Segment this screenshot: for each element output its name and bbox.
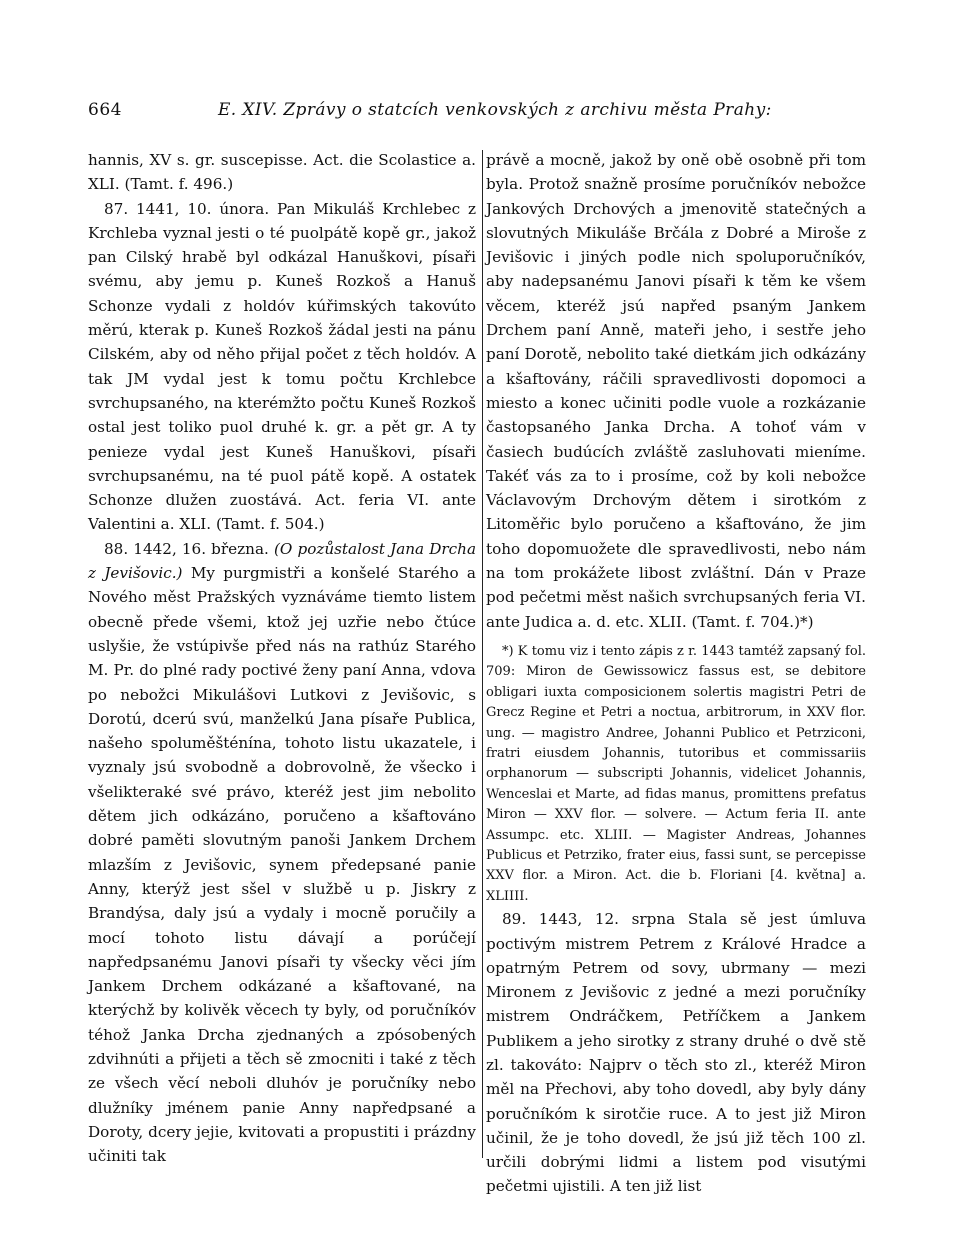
- page-header: [88, 100, 888, 128]
- right-column: [486, 148, 866, 1199]
- footnote: *) K tomu viz i tento zápis z r. 1443 tamtéž zapsaný fol. 709: Miron de Gewissowicz fassus est, se debitore obligari iuxta composicionem solertis magistri Petri de Grecz Regine et Petri a noctua, arbitrorum, in XXV flor. ung. — magistro Andree, Johanni Publico et Petrziconi, fratri eiusdem Johannis, tutoribus et commissariis orphanorum — subscripti Johannis, videlicet Johannis, Wenceslai et Marte, ad fidas manus, promittens prefatus Miron — XXV flor. — solvere. — Actum feria II. ante Assumpc. etc. XLIII. — Magister Andreas, Johannes Publicus et Petrziko, frater eius, fassi sunt, se percepisse XXV flor. a Miron. Act. die b. Floriani [4. května] a. XLIIII.: [486, 643, 866, 904]
- running-title: E. XIV. Zprávy o statcích venkovských z archivu města Prahy:: [218, 100, 772, 120]
- entry-89: 89. 1443, 12. srpna Stala sě jest úmluva poctivým mistrem Petrem z Králové Hradce a opatrným Petrem od sovy, ubrmany — mezi Mironem z Jevišovic z jedné a mezi poručníky mistrem Ondráčkem, Petříčkem a Jankem Publikem a jeho sirotky z strany druhé o dvě stě zl. takováto: Najprv o těch sto zl., kteréž Miron měl na Přechovi, aby toho dovedl, aby byly dány poručníkóm k sirotčie ruce. A to jest již Miron učinil, že je toho dovedl, že jsú již těch 100 zl. určili dobrými lidmi a listem pod visutými pečetmi ujistili. A ten již list: [486, 910, 866, 1196]
- page-number: 664: [88, 100, 122, 120]
- paragraph-continuation: hannis, XV s. gr. suscepisse. Act. die Scolastice a. XLI. (Tamt. f. 496.): [88, 151, 476, 194]
- left-column: [88, 148, 476, 1168]
- column-divider: [482, 150, 483, 1158]
- entry-88-body: My purgmistři a konšelé Starého a Nového měst Pražských vyznáváme tiemto listem obecně přede všemi, ktož jej uzřie nebo čtúce uslyšie, že vstúpivše před nás na rathúz Starého M. Pr. do plné rady poctivé ženy paní Anna, vdova po nebožci Mikulášovi Lutkovi z Jevišovic, s Dorotú, dcerú svú, manželkú Jana písaře Publica, našeho spoluměšténína, tohoto listu ukazatele, i vyznaly jsú svobodně a dobrovolně, že všecko i všelikteraké své právo, kteréž jest jim nebolito dětem jich odkázáno, poručeno a kšaftováno dobré paměti slovutným panoši Jankem Drchem mlazším z Jevišovic, synem předepsané panie Anny, kterýž jest sšel v službě u p. Jiskry z Brandýsa, daly jsú a vydaly i mocně poručily a mocí tohoto listu dávají a porúčejí napředpsanému Janovi písaři ty všecky věci jím Jankem Drchem odkázané a kšaftované, na kterýchž by kolivěk věcech ty byly, od poručníkóv téhož Janka Drcha zjednaných a zpósobených zdvihnúti a přijeti a těch sě zmocniti i také z těch ze všech věcí neboli dluhóv je poručníky nebo dlužníky jménem panie Anny napředpsané a Doroty, dcery jejie, kvitovati a propustiti i prázdny učiniti tak: [88, 564, 476, 1166]
- entry-87: 87. 1441, 10. února. Pan Mikuláš Krchlebec z Krchleba vyznal jesti o té puolpátě kopě gr., jakož pan Cilský hrabě byl odkázal Hanuškovi, písaři svému, aby jemu p. Kuneš Rozkoš a Hanuš Schonze vydali z holdóv kúřimských takovúto měrú, kterak p. Kuneš Rozkoš žádal jesti na pánu Cilském, aby od něho přijal počet z těch holdóv. A tak JM vydal jest k tomu počtu Krchlebce svrchupsaného, na kterémžto počtu Kuneš Rozkoš ostal jest toliko puol druhé k. gr. a pět gr. A ty penieze vydal jest Kuneš Hanuškovi, písaři svrchupsanému, na té puol pátě kopě. A ostatek Schonze dlužen zuostává. Act. feria VI. ante Valentini a. XLI. (Tamt. f. 504.): [88, 199, 476, 534]
- entry-88: [88, 537, 476, 1169]
- entry-88-date: 88. 1442, 16. března.: [104, 539, 269, 558]
- entry-88-title: (O pozůstalost Jana Drcha z Jevišovic.): [88, 539, 477, 583]
- paragraph-continuation-right: právě a mocně, jakož by oně obě osobně při tom byla. Protož snažně prosíme poručníkóv nebožce Jankových Drchových a jmenovitě statečných a slovutných Mikuláše Brčála z Dobré a Miroše z Jevišovic i jiných podle nich spoluporučníkóv, aby nadepsanému Janovi písaři k těm ke všem věcem, kteréž jsú napřed psaným Jankem Drchem paní Anně, mateři jeho, i sestře jeho paní Dorotě, nebolito také dietkám jich odkázány a kšaftovány, ráčili spravedlivosti dopomoci a miesto a konec učiniti podle vuole a rozkázanie častopsaného Janka Drcha. A tohoť vám v časiech budúcích zvláště zasluhovati mieníme. Takéť vás za to i prosíme, což by koli nebožce Václavovým Drchovým dětem i sirotkóm z Litoměřic bylo poručeno a kšaftováno, že jim toho dopomuožete dle spravedlivosti, nebo nám na tom prokážete libost zvláštní. Dán v Praze pod pečetmi měst našich svrchupsaných feria VI. ante Judica a. d. etc. XLII. (Tamt. f. 704.)*): [486, 151, 866, 631]
